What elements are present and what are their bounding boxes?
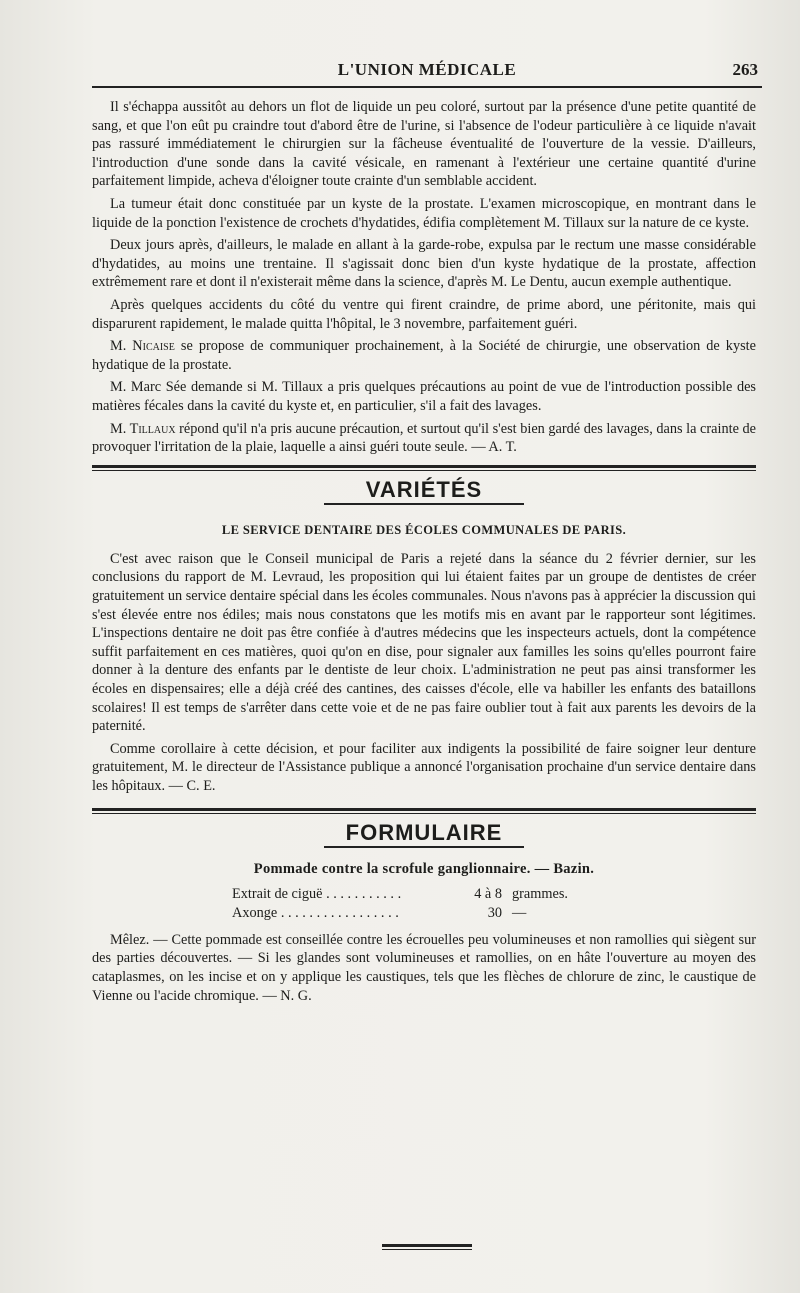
paragraph: Après quelques accidents du côté du ventre qui firent craindre, de prime abord, une péritonite, mais qui disparurent rapidement, le malade quitta l'hôpital, le 3 novembre, parfaitement guéri.: [92, 296, 756, 332]
paragraph: Il s'échappa aussitôt au dehors un flot de liquide un peu coloré, surtout par la présence d'une petite quantité de sang, et que l'on eût pu craindre tout d'abord être de l'urine, si l'absence de l'odeur particulière à ce liquide n'avait pas rassuré immédiatement le chirurgien sur la fâcheuse éventualité de l'ouverture de la vessie. D'ailleurs, l'introduction d'une sonde dans la cavité vésicale, en ramenant à l'extérieur une certaine quantité d'urine parfaitement limpide, acheva d'éloigner toute crainte d'un semblable accident.: [92, 99, 756, 190]
end-rule: [382, 1249, 472, 1250]
paragraph-nicaise: [92, 337, 756, 374]
section-rule: [92, 465, 756, 468]
speaker-text: demande si M. Tillaux a pris quelques précautions au point de vue de l'introduction possible des matières fécales dans la cavité du kyste et, en particulier, s'il a fait des lavages.: [92, 379, 756, 414]
ingredient-row: [232, 904, 756, 923]
ingredient-row: [232, 885, 756, 904]
paragraph: La tumeur était donc constituée par un kyste de la prostate. L'examen microscopique, en montrant dans le liquide de la ponction l'existence de crochets d'hydatides, édifia complètement M. Tillaux sur la nature de ce kyste.: [92, 195, 756, 231]
paragraph: Deux jours après, d'ailleurs, le malade en allant à la garde-robe, expulsa par le rectum une masse considérable d'hydatides, au moins une trentaine. Il s'agissait donc bien d'un kyste hydatique de la prostate, affection extrêmement rare et dont il n'existerait même dans la science, d'après M. Le Dentu, aucun exemple authentique.: [92, 237, 756, 291]
paragraph: Comme corollaire à cette décision, et pour faciliter aux indigents la possibilité de faire soigner leur denture gratuitement, M. le directeur de l'Assistance publique a annoncé l'organisation prochaine d'un service dentaire dans les hôpitaux. — C. E.: [92, 740, 756, 794]
heading-underline: [324, 846, 524, 848]
section-heading-varietes: VARIÉTÉS: [365, 476, 483, 502]
paragraph-marc-see: [92, 378, 756, 415]
paragraph: C'est avec raison que le Conseil municipal de Paris a rejeté dans la séance du 2 février dernier, sur les conclusions du rapport de M. Levraud, les proposition qui lui étaient faites par un groupe de dentistes de créer gratuitement un service dentaire spécial dans les écoles communales. Nous n'avons pas à apprécier la discussion qui s'est élevée entre nos édiles; mais nous constatons que les motifs mis en avant par le rapporteur sont légitimes. L'inspections dentaire ne doit pas être confiée à d'autres médecins que les inspecteurs actuels, dont la compétence suffit parfaitement en ces matières, quoi qu'on en dise, pour signaler aux familles les soins qu'elles pourront faire donner à la denture des enfants par le dentiste de leur choix. L'administration ne peut pas ainsi transformer les écoles en dispensaires; elle a déjà créé des cantines, des caisses d'école, elle va habiller les enfants des bataillons scolaires! Il est temps de s'arrêter dans cette voie et de ne pas faire oublier tout à fait aux parents les devoirs de la paternité.: [92, 550, 756, 735]
ingredient-amount: 4 à 8: [474, 885, 502, 902]
end-rule: [382, 1244, 472, 1247]
header-rule: [92, 86, 762, 88]
section-rule: [92, 808, 756, 811]
page-header: [92, 56, 762, 84]
heading-underline: [324, 503, 524, 505]
ingredient-name: Extrait de ciguë . . .: [232, 885, 402, 904]
ingredient-list: [232, 885, 756, 923]
speaker-name: M. Marc Sée: [110, 379, 187, 396]
article-body: [92, 98, 756, 1005]
section-rule: [92, 470, 756, 471]
article-subheading: LE SERVICE DENTAIRE DES ÉCOLES COMMUNALES DE PARIS.: [221, 523, 627, 538]
ingredient-name: Axonge . . .: [232, 904, 402, 923]
speaker-text: se propose de communiquer prochainement, à la Société de chirurgie, une observation de kyste hydatique de la prostate.: [92, 338, 756, 373]
recipe-title: Pommade contre la scrofule ganglionnaire. — Bazin.: [253, 861, 595, 878]
paragraph-tillaux: [92, 420, 756, 457]
speaker-name: M. Nicaise: [110, 338, 175, 355]
speaker-text: répond qu'il n'a pris aucune précaution, et surtout qu'il s'est bien gardé des lavages, dans la crainte de provoquer l'irritation de la plaie, laquelle a ainsi guéri toute seule. — A. T.: [92, 420, 756, 456]
speaker-name: M. Tillaux: [110, 420, 176, 437]
paragraph: Mêlez. — Cette pommade est conseillée contre les écrouelles peu volumineuses et non ramollies qui siègent sur des parties découvertes. — Si les glandes sont volumineuses et ramollies, on en hâte l'ouverture au moyen des cataplasmes, on les incise et on y applique les caustiques, tels que les flèches de chlorure de zinc, le caustique de Vienne ou l'acide chromique. — N. G.: [92, 931, 756, 1004]
journal-title: L'UNION MÉDICALE: [337, 60, 517, 79]
page-number: 263: [732, 60, 758, 79]
section-rule: [92, 813, 756, 814]
section-heading-formulaire: FORMULAIRE: [345, 819, 503, 845]
ingredient-unit: grammes.: [512, 885, 568, 902]
ingredient-amount: 30: [487, 904, 502, 921]
ingredient-unit: —: [512, 904, 527, 921]
